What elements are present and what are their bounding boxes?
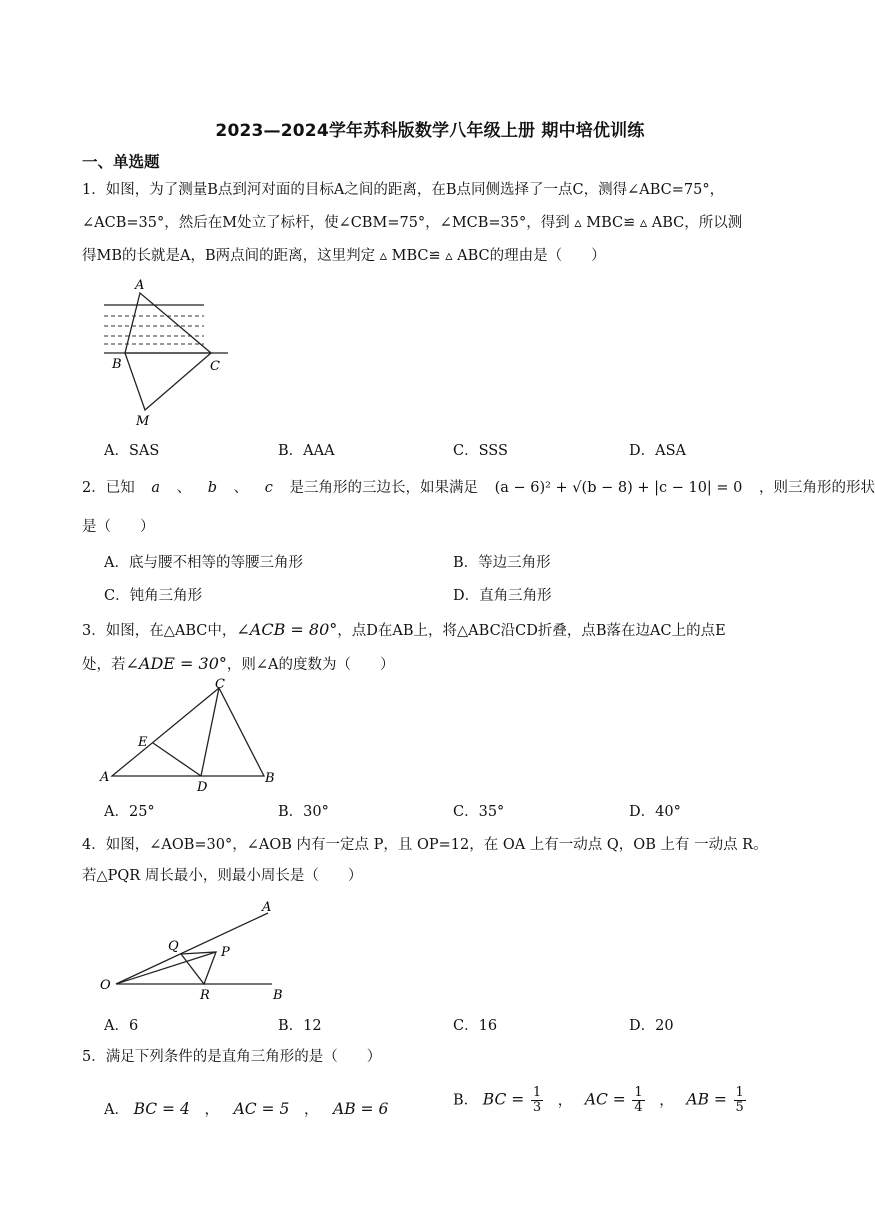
q5-a-sep1: ， xyxy=(204,1102,219,1118)
q5-option-a-label: A． xyxy=(104,1102,129,1118)
q3-figure xyxy=(98,676,288,794)
q5-option-a xyxy=(104,1098,388,1119)
q3-label-a: A xyxy=(100,770,110,785)
q5-b-ab-den: 5 xyxy=(735,1100,744,1115)
q5-b-ab-fraction xyxy=(734,1086,746,1115)
q4-label-o: O xyxy=(100,978,111,993)
q2-var-b: b xyxy=(207,480,218,496)
q1-figure xyxy=(100,276,230,428)
q3-option-d: D．40° xyxy=(629,804,681,820)
q2-sep2: 、 xyxy=(233,480,249,496)
q3-label-e: E xyxy=(138,735,148,750)
q3-option-b: B．30° xyxy=(278,804,329,820)
section-heading: 一、单选题 xyxy=(82,153,160,171)
q1-label-c: C xyxy=(210,359,220,374)
q3-option-a: A．25° xyxy=(104,804,155,820)
q2-option-d: D．直角三角形 xyxy=(453,588,552,604)
q5-a-sep2: ， xyxy=(303,1102,319,1118)
q2-sep1: 、 xyxy=(176,480,192,496)
q4-option-d: D．20 xyxy=(629,1018,674,1034)
q5-option-b-label: B． xyxy=(453,1092,479,1109)
q5-b-bc-fraction xyxy=(531,1086,543,1115)
q2-var-a: a xyxy=(151,480,160,496)
q2-option-a: A．底与腰不相等的等腰三角形 xyxy=(104,555,303,571)
q5-b-sep2: ， xyxy=(659,1092,674,1109)
q2-var-c: c xyxy=(264,480,273,496)
q3-angle-acb: ∠ACB = 80° xyxy=(236,620,338,639)
q1-option-a: A．SAS xyxy=(104,443,160,459)
q5-option-b xyxy=(453,1086,748,1115)
q5-b-bc-num: 1 xyxy=(532,1085,542,1100)
q1-label-b: B xyxy=(112,357,122,372)
q2-option-b: B．等边三角形 xyxy=(453,555,551,571)
q4-option-c: C．16 xyxy=(453,1018,498,1034)
q4-label-p: P xyxy=(221,945,230,960)
q5-a-ab: AB = 6 xyxy=(333,1100,389,1118)
q1-option-c: C．SSS xyxy=(453,443,508,459)
q1-line2: ∠ACB=35°，然后在M处立了标杆，使∠CBM=75°，∠MCB=35°，得到 ▵ MBC≌ ▵ ABC，所以测 xyxy=(82,215,743,231)
q5-b-ac-den: 4 xyxy=(634,1100,643,1115)
q5-b-ac-fraction xyxy=(632,1086,644,1115)
q4-option-a: A．6 xyxy=(104,1018,139,1034)
q5-b-bc-den: 3 xyxy=(532,1100,542,1115)
q2-post: ，则三角形的形状 xyxy=(759,480,875,496)
q3-label-c: C xyxy=(215,677,225,692)
q3-line1 xyxy=(82,620,810,641)
q3-line1-start: 3．如图，在△ABC中， xyxy=(82,623,237,639)
q4-line1: 4．如图，∠AOB=30°，∠AOB 内有一定点 P，且 OP=12，在 OA 上有一动点 Q，OB 上有 一动点 R。 xyxy=(82,837,768,853)
q3-option-c: C．35° xyxy=(453,804,505,820)
q3-line1-end: ，点D在AB上，将△ABC沿CD折叠，点B落在边AC上的点E xyxy=(337,623,726,639)
q2-mid: 是三角形的三边长，如果满足 xyxy=(289,480,478,496)
q5-b-bc: BC = xyxy=(482,1090,525,1109)
q1-line3: 得MB的长就是A，B两点间的距离，这里判定 ▵ MBC≌ ▵ ABC的理由是（ ） xyxy=(82,248,606,264)
q5-a-bc: BC = 4 xyxy=(133,1100,190,1118)
q5-b-ab: AB = xyxy=(686,1090,727,1109)
q2-line1 xyxy=(82,478,875,498)
q1-label-m: M xyxy=(136,414,150,429)
q5-b-ab-num: 1 xyxy=(735,1085,744,1100)
q2-formula: (a − 6)² + √(b − 8) + |c − 10| = 0 xyxy=(494,480,743,496)
q4-option-b: B．12 xyxy=(278,1018,322,1034)
q5-b-sep1: ， xyxy=(557,1092,573,1109)
q4-label-a: A xyxy=(262,900,272,915)
q3-label-d: D xyxy=(197,780,208,795)
q4-label-q: Q xyxy=(168,939,179,954)
q5-b-ac-num: 1 xyxy=(634,1085,643,1100)
q4-label-b: B xyxy=(273,988,283,1003)
q3-line2-end: ，则∠A的度数为（ ） xyxy=(226,657,395,673)
q3-line2 xyxy=(82,654,810,675)
q2-line2: 是（ ） xyxy=(82,519,155,535)
q4-figure xyxy=(96,896,296,1002)
q5-line1: 5．满足下列条件的是直角三角形的是（ ） xyxy=(82,1049,382,1065)
q1-option-b: B．AAA xyxy=(278,443,335,459)
q3-angle-ade: ∠ADE = 30° xyxy=(125,654,227,673)
q5-a-ac: AC = 5 xyxy=(233,1100,290,1118)
q3-label-b: B xyxy=(265,771,275,786)
q5-b-ac: AC = xyxy=(584,1090,626,1109)
page-title: 2023—2024学年苏科版数学八年级上册 期中培优训练 xyxy=(215,121,645,141)
q1-label-a: A xyxy=(135,278,145,293)
q1-option-d: D．ASA xyxy=(629,443,687,459)
q3-line2-start: 处，若 xyxy=(82,657,126,673)
q2-pre: 2．已知 xyxy=(82,480,135,496)
q2-option-c: C．钝角三角形 xyxy=(104,588,203,604)
q1-line1: 1．如图，为了测量B点到河对面的目标A之间的距离，在B点同侧选择了一点C，测得∠ABC=75°， xyxy=(82,182,725,198)
q4-label-r: R xyxy=(200,988,210,1003)
q4-line2: 若△PQR 周长最小，则最小周长是（ ） xyxy=(82,868,363,884)
